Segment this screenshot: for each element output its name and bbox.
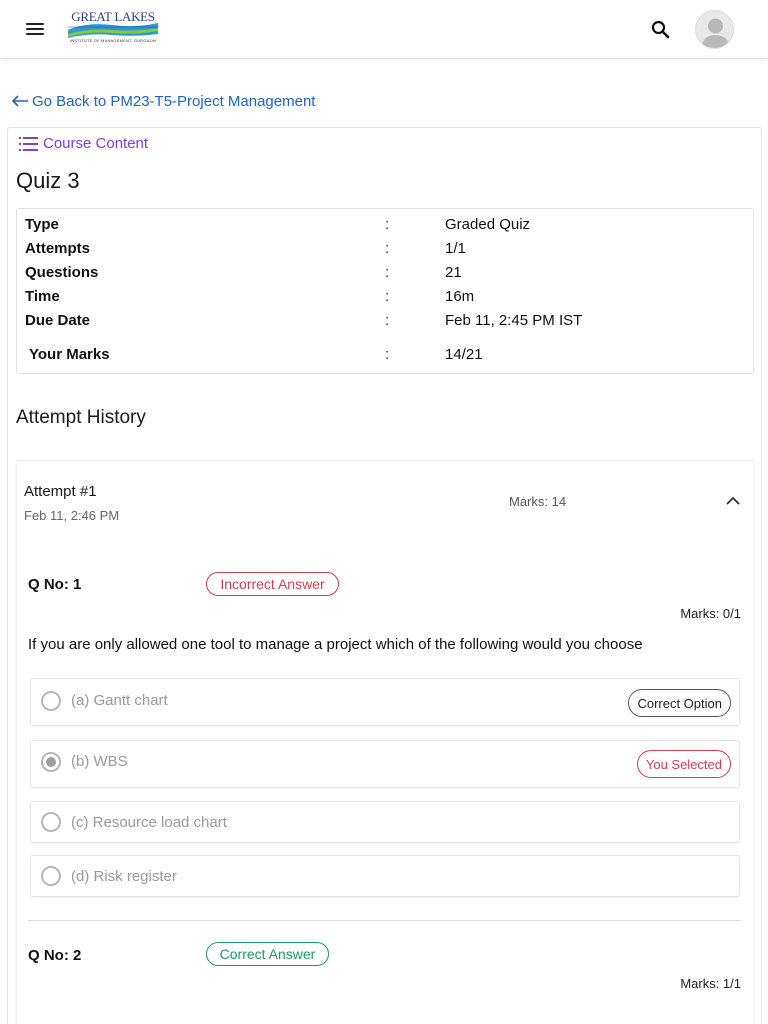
quiz-info-table <box>16 208 754 374</box>
answer-option-a[interactable] <box>30 678 740 726</box>
option-text: (b) WBS <box>71 753 128 770</box>
attempt-title: Attempt #1 <box>24 483 97 500</box>
radio-button[interactable] <box>41 691 61 711</box>
chevron-up-icon[interactable] <box>724 494 742 508</box>
great-lakes-logo[interactable] <box>66 10 160 44</box>
info-value: 1/1 <box>445 240 466 257</box>
user-avatar-icon[interactable] <box>695 10 734 49</box>
attempt-marks: Marks: 14 <box>509 494 567 509</box>
info-row-time <box>17 288 755 308</box>
info-value: 14/21 <box>445 346 483 363</box>
question-marks: Marks: 1/1 <box>680 976 741 991</box>
option-text: (d) Risk register <box>71 868 177 885</box>
answer-option-c[interactable] <box>30 801 740 843</box>
info-label: Your Marks <box>29 346 110 363</box>
radio-button-selected[interactable] <box>41 752 61 772</box>
info-colon: : <box>385 312 390 329</box>
info-colon: : <box>385 216 390 233</box>
incorrect-answer-badge: Incorrect Answer <box>206 572 339 596</box>
info-value: Graded Quiz <box>445 216 531 233</box>
radio-button[interactable] <box>41 866 61 886</box>
info-value: 21 <box>445 264 462 281</box>
info-colon: : <box>385 288 390 305</box>
option-text: (c) Resource load chart <box>71 814 227 831</box>
attempt-history-heading: Attempt History <box>16 407 146 428</box>
question-text: If you are only allowed one tool to manage a project which of the following would you choose <box>28 636 643 653</box>
info-row-attempts <box>17 240 755 260</box>
top-header <box>0 0 768 59</box>
info-value: 16m <box>445 288 475 305</box>
logo-title: GREAT LAKES <box>71 9 155 24</box>
info-row-type <box>17 216 755 236</box>
list-icon <box>19 136 39 152</box>
hamburger-menu-icon[interactable] <box>24 19 46 39</box>
info-colon: : <box>385 240 390 257</box>
option-text: (a) Gantt chart <box>71 692 168 709</box>
info-row-due-date <box>17 312 755 332</box>
info-colon: : <box>385 346 390 363</box>
back-link-label: Go Back to PM23-T5-Project Management <box>32 93 316 110</box>
info-label: Questions <box>25 264 99 281</box>
info-label: Attempts <box>25 240 91 257</box>
attempt-date: Feb 11, 2:46 PM <box>24 508 120 523</box>
question-number: Q No: 2 <box>28 947 82 964</box>
correct-answer-badge: Correct Answer <box>206 942 329 966</box>
info-value: Feb 11, 2:45 PM IST <box>445 312 583 329</box>
logo-subtitle: INSTITUTE OF MANAGEMENT, GURGAON <box>70 38 156 43</box>
correct-option-tag: Correct Option <box>628 689 731 717</box>
info-label: Type <box>25 216 59 233</box>
back-link[interactable] <box>11 93 315 110</box>
radio-button[interactable] <box>41 812 61 832</box>
search-icon[interactable] <box>650 19 672 41</box>
info-label: Due Date <box>25 312 91 329</box>
info-colon: : <box>385 264 390 281</box>
question-divider <box>28 920 741 921</box>
course-content-link[interactable] <box>19 135 148 152</box>
arrow-left-icon <box>11 93 29 110</box>
info-row-questions <box>17 264 755 284</box>
question-marks: Marks: 0/1 <box>680 606 741 621</box>
answer-option-d[interactable] <box>30 855 740 897</box>
answer-option-b[interactable] <box>30 740 740 788</box>
course-content-label: Course Content <box>43 135 149 152</box>
info-label: Time <box>25 288 60 305</box>
info-row-your-marks <box>17 346 755 366</box>
page-title: Quiz 3 <box>16 168 80 193</box>
question-number: Q No: 1 <box>28 576 82 593</box>
you-selected-tag: You Selected <box>637 750 731 778</box>
